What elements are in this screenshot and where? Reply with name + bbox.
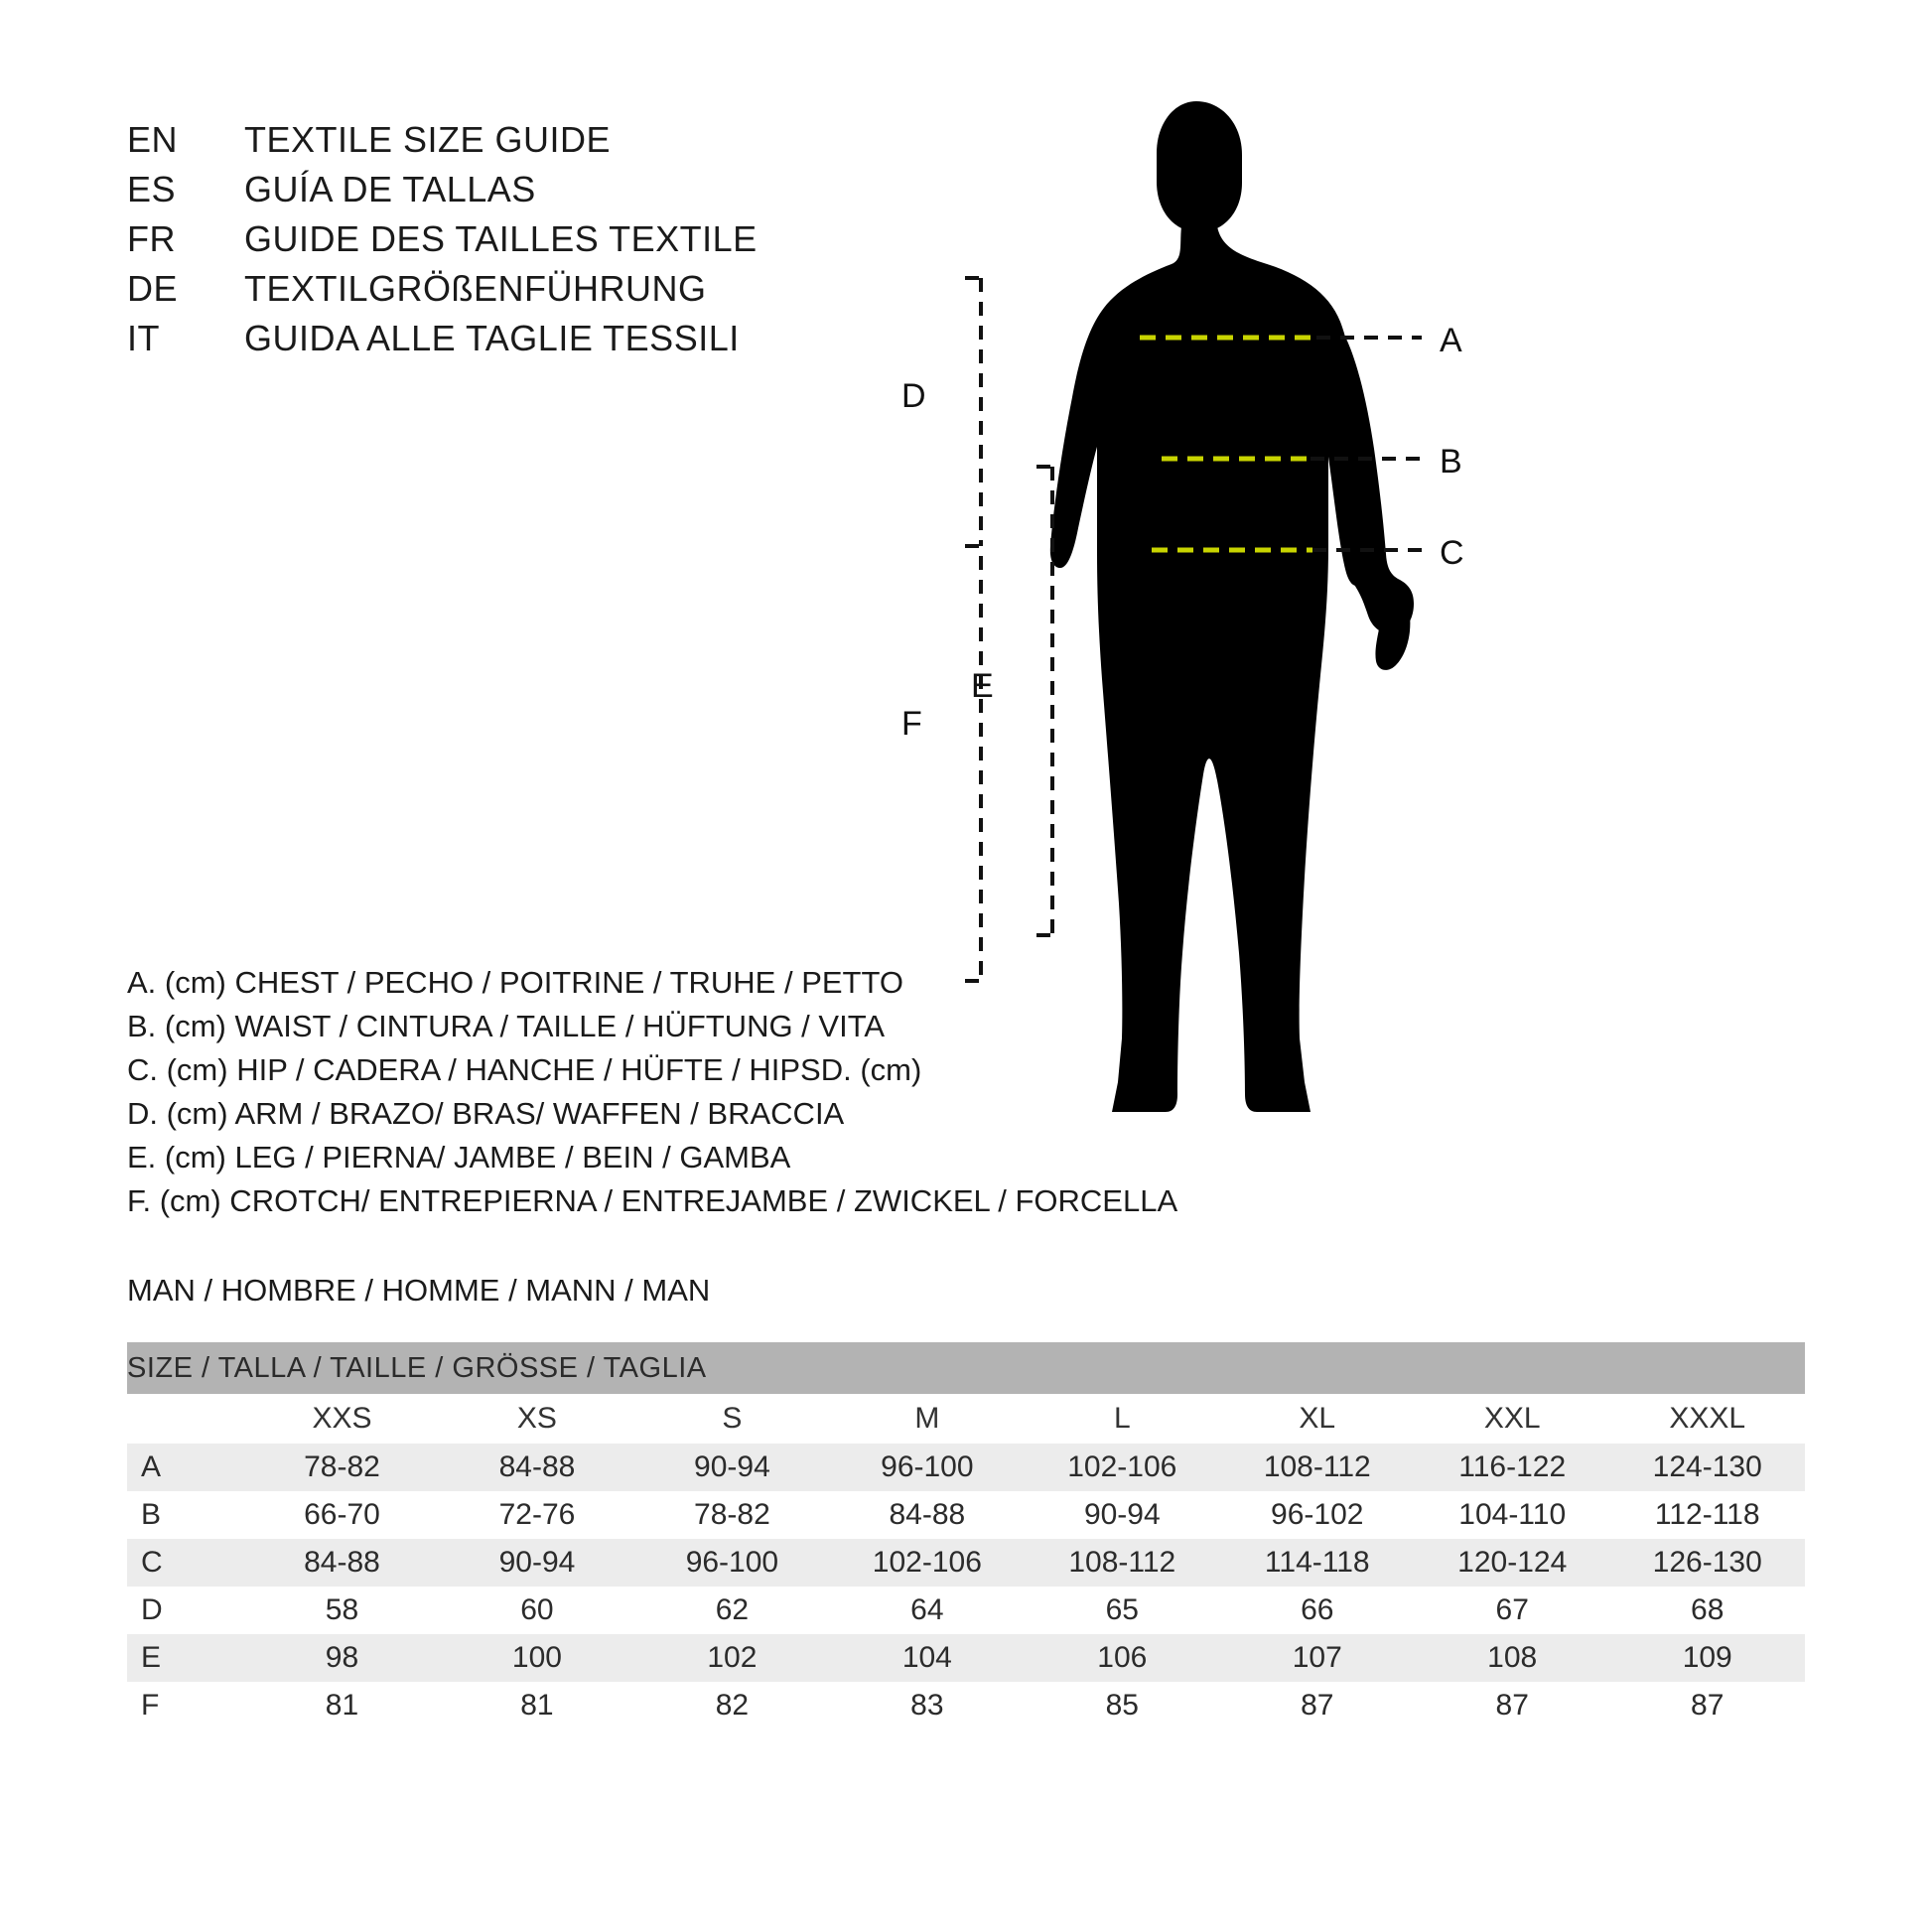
cell-a-s: 90-94	[634, 1444, 829, 1491]
language-code-fr: FR	[127, 218, 176, 259]
cell-b-xs: 72-76	[440, 1491, 634, 1539]
language-code-it: IT	[127, 318, 160, 358]
title-language-block	[127, 119, 882, 367]
size-diagram	[901, 79, 1866, 1301]
label-b: B	[1440, 443, 1462, 481]
table-row	[127, 1682, 1805, 1729]
table-caption: SIZE / TALLA / TAILLE / GRÖSSE / TAGLIA	[127, 1342, 1805, 1394]
bracket-e-caps	[1036, 467, 1052, 935]
cell-e-xxs: 98	[244, 1634, 439, 1682]
header-cell-xs: XS	[440, 1394, 634, 1444]
label-e: E	[971, 667, 994, 705]
title-row	[127, 268, 882, 318]
bracket-d-caps	[965, 278, 981, 546]
man-silhouette-icon	[1050, 101, 1414, 1112]
cell-f-xxs: 81	[244, 1682, 439, 1729]
cell-c-xs: 90-94	[440, 1539, 634, 1587]
cell-c-xxxl: 126-130	[1609, 1539, 1805, 1587]
language-code-de: DE	[127, 268, 179, 309]
legend-item-b: B. (cm) WAIST / CINTURA / TAILLE / HÜFTUNG / VITA	[127, 1009, 886, 1043]
cell-d-s: 62	[634, 1587, 829, 1634]
cell-e-s: 102	[634, 1634, 829, 1682]
language-code-en: EN	[127, 119, 179, 160]
row-label-f: F	[127, 1682, 244, 1729]
label-a: A	[1440, 322, 1462, 359]
table-header-row	[127, 1394, 1805, 1444]
row-label-d: D	[127, 1587, 244, 1634]
header-cell-blank	[127, 1394, 244, 1444]
row-label-e: E	[127, 1634, 244, 1682]
body-silhouette-diagram	[901, 79, 1866, 1301]
label-c: C	[1440, 534, 1464, 572]
cell-c-xl: 114-118	[1220, 1539, 1415, 1587]
title-row	[127, 218, 882, 268]
cell-f-xs: 81	[440, 1682, 634, 1729]
legend-item-d: D. (cm) ARM / BRAZO/ BRAS/ WAFFEN / BRACCIA	[127, 1096, 845, 1131]
cell-f-xxxl: 87	[1609, 1682, 1805, 1729]
cell-d-xxxl: 68	[1609, 1587, 1805, 1634]
cell-d-xs: 60	[440, 1587, 634, 1634]
cell-e-l: 106	[1025, 1634, 1219, 1682]
cell-e-m: 104	[830, 1634, 1025, 1682]
cell-c-xxl: 120-124	[1415, 1539, 1609, 1587]
cell-d-m: 64	[830, 1587, 1025, 1634]
cell-b-xl: 96-102	[1220, 1491, 1415, 1539]
row-label-b: B	[127, 1491, 244, 1539]
header-cell-xxxl: XXXL	[1609, 1394, 1805, 1444]
cell-f-l: 85	[1025, 1682, 1219, 1729]
header-cell-l: L	[1025, 1394, 1219, 1444]
cell-e-xxl: 108	[1415, 1634, 1609, 1682]
title-text-it: GUIDA ALLE TAGLIE TESSILI	[244, 318, 740, 358]
cell-a-xxs: 78-82	[244, 1444, 439, 1491]
header-cell-xxs: XXS	[244, 1394, 439, 1444]
table-row	[127, 1444, 1805, 1491]
language-code-es: ES	[127, 169, 177, 209]
header-cell-s: S	[634, 1394, 829, 1444]
cell-f-xl: 87	[1220, 1682, 1415, 1729]
cell-b-xxl: 104-110	[1415, 1491, 1609, 1539]
cell-c-l: 108-112	[1025, 1539, 1219, 1587]
cell-d-l: 65	[1025, 1587, 1219, 1634]
cell-f-m: 83	[830, 1682, 1025, 1729]
title-text-de: TEXTILGRÖßENFÜHRUNG	[244, 268, 707, 309]
table-row	[127, 1491, 1805, 1539]
title-row	[127, 169, 882, 218]
cell-f-s: 82	[634, 1682, 829, 1729]
cell-f-xxl: 87	[1415, 1682, 1609, 1729]
header-cell-m: M	[830, 1394, 1025, 1444]
label-d: D	[901, 377, 926, 415]
gender-label: MAN / HOMBRE / HOMME / MANN / MAN	[127, 1273, 711, 1308]
cell-e-xs: 100	[440, 1634, 634, 1682]
title-row	[127, 119, 882, 169]
title-row	[127, 318, 882, 367]
header-cell-xxl: XXL	[1415, 1394, 1609, 1444]
cell-a-xxl: 116-122	[1415, 1444, 1609, 1491]
size-table	[127, 1342, 1805, 1729]
cell-d-xl: 66	[1220, 1587, 1415, 1634]
cell-e-xl: 107	[1220, 1634, 1415, 1682]
cell-a-l: 102-106	[1025, 1444, 1219, 1491]
table-caption-row	[127, 1342, 1805, 1394]
table-row	[127, 1587, 1805, 1634]
cell-b-l: 90-94	[1025, 1491, 1219, 1539]
legend-item-e: E. (cm) LEG / PIERNA/ JAMBE / BEIN / GAMBA	[127, 1140, 791, 1174]
cell-a-xl: 108-112	[1220, 1444, 1415, 1491]
cell-e-xxxl: 109	[1609, 1634, 1805, 1682]
cell-c-m: 102-106	[830, 1539, 1025, 1587]
title-text-fr: GUIDE DES TAILLES TEXTILE	[244, 218, 758, 259]
table-row	[127, 1539, 1805, 1587]
cell-d-xxl: 67	[1415, 1587, 1609, 1634]
cell-d-xxs: 58	[244, 1587, 439, 1634]
cell-c-s: 96-100	[634, 1539, 829, 1587]
cell-c-xxs: 84-88	[244, 1539, 439, 1587]
table-row	[127, 1634, 1805, 1682]
cell-b-xxxl: 112-118	[1609, 1491, 1805, 1539]
legend-item-f: F. (cm) CROTCH/ ENTREPIERNA / ENTREJAMBE / ZWICKEL / FORCELLA	[127, 1183, 1178, 1218]
cell-a-m: 96-100	[830, 1444, 1025, 1491]
title-text-en: TEXTILE SIZE GUIDE	[244, 119, 612, 160]
row-label-a: A	[127, 1444, 244, 1491]
label-f: F	[901, 705, 922, 743]
cell-b-xxs: 66-70	[244, 1491, 439, 1539]
title-text-es: GUÍA DE TALLAS	[244, 169, 536, 209]
legend-item-c: C. (cm) HIP / CADERA / HANCHE / HÜFTE / HIPSD. (cm)	[127, 1052, 922, 1087]
legend-item-a: A. (cm) CHEST / PECHO / POITRINE / TRUHE / PETTO	[127, 965, 903, 1000]
header-cell-xl: XL	[1220, 1394, 1415, 1444]
cell-b-m: 84-88	[830, 1491, 1025, 1539]
cell-a-xs: 84-88	[440, 1444, 634, 1491]
row-label-c: C	[127, 1539, 244, 1587]
cell-b-s: 78-82	[634, 1491, 829, 1539]
cell-a-xxxl: 124-130	[1609, 1444, 1805, 1491]
